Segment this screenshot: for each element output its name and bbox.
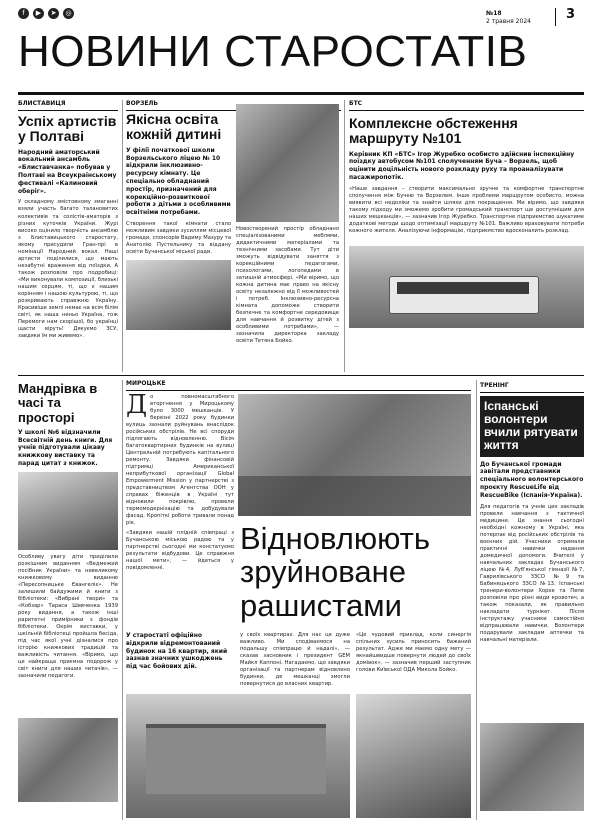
issue-info bbox=[486, 10, 531, 26]
youtube-icon[interactable]: ▶ bbox=[33, 8, 44, 19]
article-title: Мандрівка в часі та просторі bbox=[18, 382, 98, 425]
masthead: НОВИНИ СТАРОСТАТІВ bbox=[18, 27, 528, 76]
vorzel-body-continued: Новостворений простір обладнано спеціалізованими меблями, дидактичними матеріалами та технічними засобами. Тут діти зможуть відвідувати заняття з корекційними педагогами, психологами, логопедами в затишній атмосфері. «Ми віримо, що кожна дитина має право на якісну освіту незалежно від її можливостей і потреб. Інклюзивно-ресурсна кімната допоможе створити безпечне та комфортне середовище для навчання й розвитку дітей з особливими потребами», — зазначила директорка закладу освіти Тетяна Бойко. bbox=[236, 226, 339, 345]
article-title: Комплексне обстеження маршруту №101 bbox=[349, 114, 518, 147]
book-article bbox=[18, 382, 118, 822]
bus-photo bbox=[349, 246, 584, 328]
vorzel-photo bbox=[236, 104, 339, 222]
section-rule bbox=[18, 375, 584, 376]
section-label: БЛИСТАВИЦЯ bbox=[18, 100, 66, 107]
building-photo bbox=[126, 694, 350, 818]
column-divider bbox=[122, 380, 123, 820]
column-divider bbox=[122, 100, 123, 372]
facebook-icon[interactable]: f bbox=[18, 8, 29, 19]
blystavytsia-article bbox=[18, 100, 118, 372]
instagram-icon[interactable]: ◎ bbox=[63, 8, 74, 19]
training-article bbox=[480, 382, 584, 822]
myrotske-title: Відновлюють зруйноване рашистами bbox=[240, 521, 431, 623]
article-title: Успіх артистів у Полтаві bbox=[18, 112, 117, 145]
article-lead: Народний аматорський вокальний ансамбль «Блиставчанка» побував у Полтаві на Всеукраїнському фестивалі «Калиновий оберіг». bbox=[18, 148, 117, 195]
divider bbox=[555, 8, 556, 26]
drop-cap: Д bbox=[126, 394, 148, 420]
myrotske-body-4: «Це чудовий приклад, коли синергія спільних зусиль приносить бажаний результат. Адже ми маємо одну мету — якнайшвидше повернути людей до своїх домівок», — зазначив перший заступник голови Київської ОДА Микола Бойко. bbox=[356, 632, 471, 674]
page-number: 3 bbox=[566, 7, 576, 22]
myrotske-body-1: о повномасштабного вторгнення у Мироцькому було 3000 мешканців. У березні 2022 року будинки вулиць зазнали руйнувань внаслідок російських обстрілів. Не всі споруди підлягають відновленню. Вісім багатоквартирних будинків на вулиці Центральній потребують капітального ремонту. Завдяки фінансовій підтримці Американської неприбуткової організації Global Empowerment Mission у партнерстві з представництвом Агентства ООН у справах біженців в Україні тут відновили покрівлю, провели термомодернізацію та добудували фасад. Кропіткі роботи тривали понад рік. bbox=[126, 394, 234, 527]
article-body: Створення такої кімнати стало можливим завдяки зусиллям місцевої громади, спонсорів Вадиму Мазуру та Анатолію Пустельнику та віддану освіти Бучанської міської ради. bbox=[126, 220, 231, 256]
library-photo bbox=[18, 718, 118, 802]
article-lead: У школі №6 відзначили Всесвітній день книги. Для учнів підготували цікаву книжкову виставку та парад цитат з книжок. bbox=[18, 428, 113, 468]
article-title: Іспанські волонтери вчили рятувати життя bbox=[484, 398, 578, 453]
social-icons bbox=[18, 8, 74, 19]
books-photo bbox=[18, 472, 118, 550]
article-body: Особливу увагу діти приділили розкішним виданням «Ведмежий посібник України» та невеликому книжковому виданню «Пересопницьке Євангеліє». Не залишили байдужими й книги з бібліотеки: «Вибрані твори» та «Кобзар» Тараса Шевченка 1939 року видання, а також інші раритетні примірники з фондів бібліотеки. Окрім виставки, у шкільній бібліотеці пройшла бесіда, під час якої учні дізналися про історію книжкових традицій та важливість читання. «Віримо, що це найкраща приємна подорож у світ книги для наших читачів», — зазначили педагоги. bbox=[18, 553, 118, 680]
section-label: ТРЕНІНГ bbox=[480, 382, 509, 389]
telegram-icon[interactable]: ➤ bbox=[48, 8, 59, 19]
article-title: Якісна освіта кожній дитині bbox=[126, 112, 222, 143]
myrotske-body-2: «Завдяки нашій плідній співпраці з Бучанською міською радою та у партнерстві сьогодні ми констатуємо результати відбудови. Це справжня нашої мети», — йдеться у повідомленні. bbox=[126, 530, 234, 572]
vorzel-left-col bbox=[126, 112, 231, 372]
bts-article bbox=[349, 100, 584, 372]
section-label: БТС bbox=[349, 100, 363, 107]
building-photo-2 bbox=[356, 694, 471, 818]
article-lead: Керівник КП «БТС» Ігор Журебко особисто здійснив інспекційну поїздку автобусом №101 сполученням Буча – Ворзель, щоб оцінити доцільність нового розкладу руху та проаналізувати пасажиропотік. bbox=[349, 150, 575, 182]
section-label: ВОРЗЕЛЬ bbox=[126, 100, 158, 107]
issue-number: №18 bbox=[486, 10, 502, 17]
group-photo bbox=[238, 394, 471, 516]
vorzel-photo-small bbox=[126, 260, 231, 330]
section-label: МИРОЦЬКЕ bbox=[126, 380, 166, 387]
training-photo bbox=[480, 723, 584, 811]
column-divider bbox=[344, 100, 345, 372]
myrotske-body-3: у своїх квартирах. Для нас це дуже важливо. Ми сподіваємося на подальшу співпрацю й надалі», — сказав засновник і президент GEM Майкл Каппоні. Нагадаємо, що завдяки організації та партнерам відновлено будинки, де мешканці змогли повернутися до власних квартир. bbox=[240, 632, 350, 688]
masthead-rule bbox=[18, 92, 584, 95]
article-body: У складному змістовному змаганні взяли участь багато талановитих колективів та солістів-аматорів з різних куточків України. Журі високо оцінило творчість ансамблю з Блиставицького старостату, якому присудили Гран-прі в номінації Народний вокал. Наші артисти поділилися, що мають незабутні враження від поїздки. А також розповіли про подробиці: «Ми виконували композиції, близькі нашим серцям, ті, що є нашим корінням і нашою культурою, ті, що розкривають справжню Україну. Красивіше землі немає на всім білім світі, як наша неньо Україна, тож Перемоги нам скорішої, бо українці щасти віруть! Дякуємо ЗСУ, завдяки їм ми живемо». bbox=[18, 199, 118, 339]
article-body: Для педагогів та учнів цих закладів провели навчання з тактичної медицини. Це знання сьогодні необхідні кожному в Україні, яка потерпає від російських обстрілів та воєнних дій. Учасники отримали практичні навички надання домедичної допомоги. Вчителі у навчальних закладах Бучанського ліцею №4, Луб'янської гімназії №7, Гаврилівського ЗЗСО №9 та Бабинецького ЗЗСО №13. Іспанські тренери-волонтери Хорхе та Пепе розповіли про різні види кровотеч, а також показали, як правильно накладати турнікет. Після інструктажу учасники самостійно відпрацювали навички. Волонтери подарували закладам аптечки та навчальні матеріали. bbox=[480, 503, 584, 643]
training-title-box bbox=[480, 396, 584, 457]
article-lead: У філії початкової школи Ворзельського ліцею № 10 відкрили інклюзивно-ресурсну кімнату. Це спеціально обладнаний простір, призначений для корекційно-розвиткової роботи з дітьми з особливими освітніми потребами. bbox=[126, 146, 231, 217]
myrotske-body bbox=[126, 394, 234, 624]
article-lead: До Бучанської громади завітали представники спеціального волонтерського проєкту RescueLife від RescueBike (Іспанія-Україна). bbox=[480, 460, 584, 499]
myrotske-lead: У старостаті офіційно відкрили відремонтований будинок на 16 квартир, який зазнав значних ушкоджень під час бойових дій. bbox=[126, 632, 228, 671]
issue-date: 2 травня 2024 bbox=[486, 17, 531, 25]
column-divider bbox=[476, 380, 477, 820]
article-body: «Наше завдання – створити максимально зручне та комфортне транспортне сполучення між Бучею та Ворзелем. Інше проблеми маршрутом особисто, можна виявити всі недоліки та знайти шляхи для покращення. Ми віримо, що завдяки такому підходу ми зможемо зробити громадський транспорт ще доступнішим для наших мешканців», — зазначив Ігор Журебко. Транспортне підприємство шукатиме додаткові методи щодо оптимізації маршруту №101. Важливо враховувати потреби кожного жителя. Аналізуючи інформацію, підприємство вдосконалить розклад. bbox=[349, 185, 584, 234]
